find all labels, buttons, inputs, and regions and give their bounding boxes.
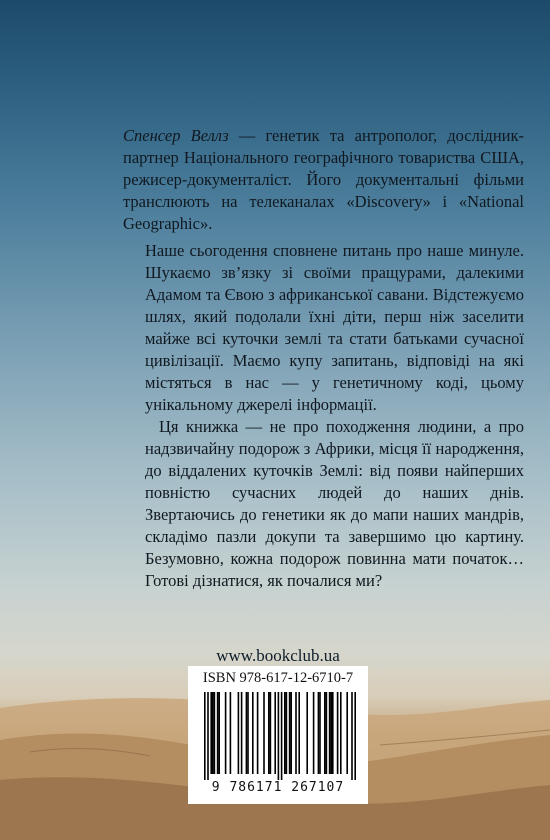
- barcode-bar: [330, 692, 332, 774]
- barcode-bar: [270, 692, 272, 774]
- author-bio-text: — генетик та антрополог, дослідник-партнер Національного географічного товариства США, режисер-документаліст. Його документальні фільми транслюють на телеканалах «Discovery» і «National Geographic».: [123, 126, 525, 233]
- isbn-barcode-box: [188, 666, 368, 804]
- barcode-bar: [354, 692, 356, 780]
- barcode-bar: [346, 692, 348, 774]
- barcode-bar: [351, 692, 353, 780]
- barcode-bar: [238, 692, 240, 774]
- barcode-bar: [257, 692, 259, 774]
- barcode-bar: [278, 692, 280, 780]
- barcode-bar: [246, 692, 248, 774]
- barcode-bar: [295, 692, 297, 774]
- blurb-paragraph: Наше сьогодення сповнене питань про наше минуле. Шукаємо зв’язку зі своїми пращурами, далекими Адамом та Євою з африканської савани. Відстежуємо шлях, який подолали їхні діти, перш ніж заселити майже всі куточки землі та стати батьками сучасної цивілізації. Маємо купу запитань, відповіді на які містяться в нас — у генетичному коді, цьому унікальному джерелі інформації.: [145, 241, 524, 414]
- barcode-bar: [313, 692, 315, 774]
- barcode-bar: [274, 692, 276, 774]
- barcode-bar: [230, 692, 232, 774]
- author-name: Спенсер Веллз: [123, 126, 229, 145]
- barcode-bar: [268, 692, 270, 774]
- barcode-bar: [247, 692, 249, 774]
- barcode-bar: [263, 692, 265, 774]
- barcode-bar: [210, 692, 212, 774]
- barcode-bar: [214, 692, 216, 774]
- barcode-bar: [298, 692, 300, 774]
- barcode-bar: [252, 692, 254, 774]
- barcode-bar: [217, 692, 219, 774]
- barcode-bar: [241, 692, 243, 774]
- barcode-bar: [319, 692, 321, 774]
- barcode-bar: [332, 692, 334, 774]
- barcode-bar: [284, 692, 286, 774]
- barcode-bar: [286, 692, 288, 774]
- barcode-digits: 9 786171 267107: [211, 780, 345, 795]
- barcode-bar: [281, 692, 283, 780]
- barcode: [204, 692, 356, 780]
- barcode-bar: [289, 692, 291, 774]
- barcode-bar: [225, 692, 227, 774]
- isbn-label: ISBN 978-617-12-6710-7: [202, 670, 354, 686]
- publisher-website: www.bookclub.ua: [216, 646, 340, 665]
- barcode-bar: [329, 692, 331, 774]
- barcode-bar: [290, 692, 292, 774]
- barcode-bar: [218, 692, 220, 774]
- barcode-bar: [337, 692, 339, 774]
- blurb-paragraph: Ця книжка — не про походження людини, а про надзвичайну подорож з Африки, місця її народження, до віддалених куточків Землі: від появи найперших повністю сучасних людей до наших днів. Звертаючись до генетики як до мапи наших мандрів, складімо пазли докупи та завершимо цю картину. Безумовно, кожна подорож повинна мати початок… Готові дізнатися, як почалися ми?: [145, 417, 524, 590]
- barcode-bar: [204, 692, 206, 780]
- barcode-bar: [324, 692, 326, 774]
- author-bio: [123, 125, 524, 235]
- barcode-bar: [306, 692, 308, 774]
- barcode-bar: [207, 692, 209, 780]
- barcode-bar: [326, 692, 328, 774]
- barcode-bar: [212, 692, 214, 774]
- barcode-bar: [318, 692, 320, 774]
- barcode-bar: [340, 692, 342, 774]
- book-blurb: [145, 240, 524, 592]
